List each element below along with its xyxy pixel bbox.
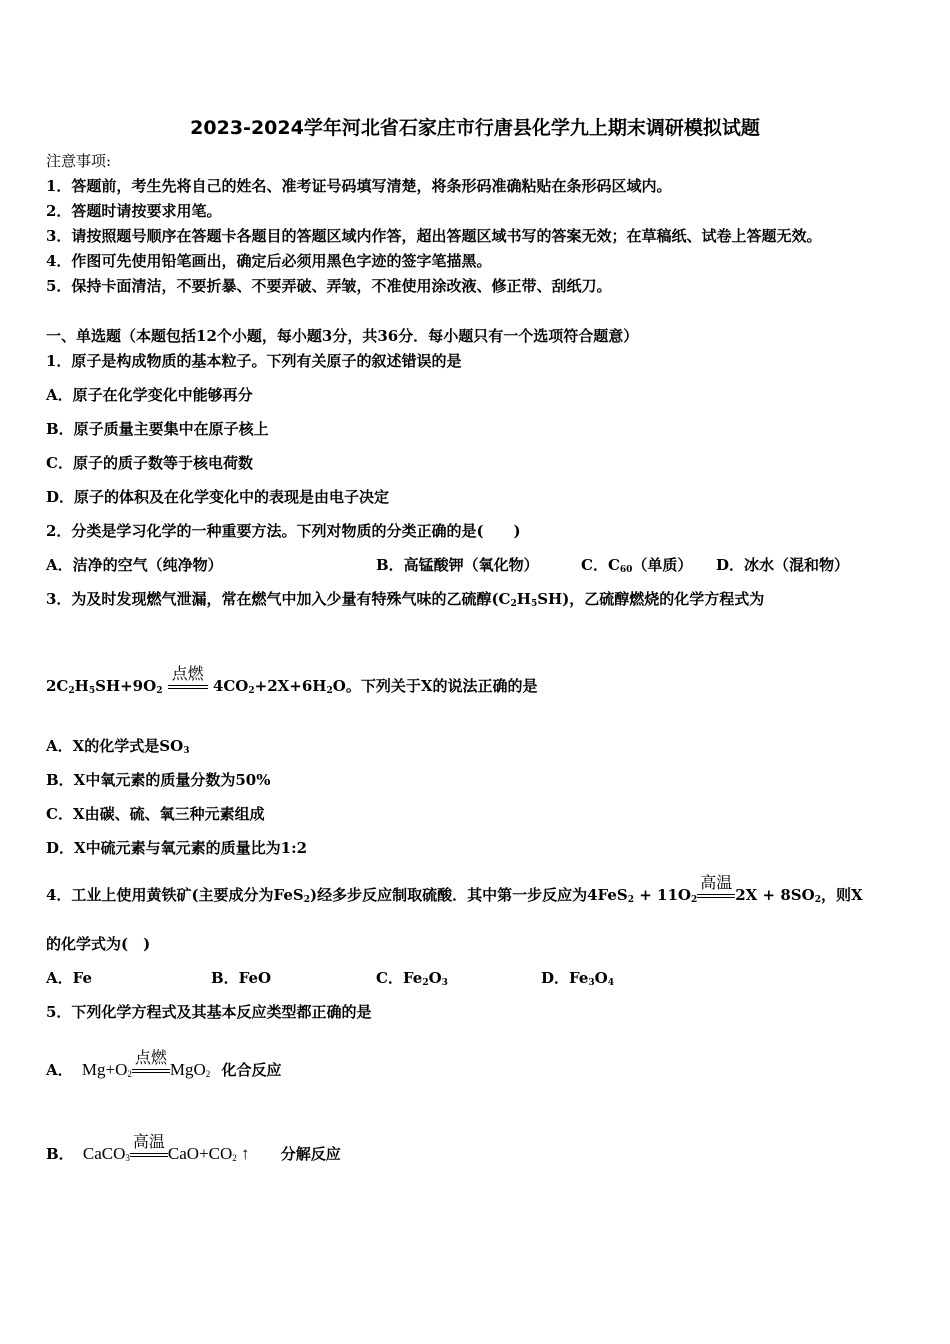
notice-item-2: 2．答题时请按要求用笔。 [46, 202, 222, 220]
question-3-option-a: A．X的化学式是$SO_3$ [46, 737, 190, 756]
question-1-option-a: A．原子在化学变化中能够再分 [46, 386, 253, 404]
condition-ignite: 点燃 [171, 664, 204, 683]
question-1-option-c: C．原子的质子数等于核电荷数 [46, 454, 253, 472]
section-heading: 一、单选题（本题包括12个小题，每小题3分，共36分．每小题只有一个选项符合题意） [46, 327, 639, 345]
question-1-option-d: D．原子的体积及在化学变化中的表现是由电子决定 [46, 488, 390, 506]
notice-heading: 注意事项: [46, 152, 112, 170]
question-4-stem: 4．工业上使用黄铁矿(主要成分为FeS$_2$)经多步反应制取硫酸．其中第一步反应为$4FeS_2 + 11O_2$ 高温 $2X + 8SO_2$，则X [46, 873, 863, 905]
notice-item-3: 3．请按照题号顺序在答题卡各题目的答题区域内作答，超出答题区域书写的答案无效；在草稿纸、试卷上答题无效。 [46, 227, 822, 245]
condition-high-temp-b: 高温 [132, 1132, 165, 1151]
question-2-option-b: B．高锰酸钾（氧化物） [376, 556, 539, 574]
question-4-option-c: C．$Fe_2O_3$ [376, 969, 448, 988]
question-4-option-a: A．Fe [46, 969, 93, 987]
question-5-option-b: B． CaCO$_3$ 高温 $CaO+CO_2$ ↑ 分解反应 [46, 1132, 341, 1163]
question-3-equation: $2C_2H_5SH+9O_2$ 点燃 $4CO_2+2X+6H_2O$。下列关于X的说法正确的是 [46, 664, 538, 696]
question-2-stem: 2．分类是学习化学的一种重要方法。下列对物质的分类正确的是( ) [46, 522, 521, 540]
question-2-option-a: A．洁净的空气（纯净物） [46, 556, 223, 574]
question-5-stem: 5．下列化学方程式及其基本反应类型都正确的是 [46, 1003, 372, 1021]
question-3-option-d: D．X中硫元素与氧元素的质量比为1:2 [46, 839, 308, 857]
question-4-option-d: D．$Fe_3O_4$ [541, 969, 614, 988]
question-3-option-c: C．X由碳、硫、氧三种元素组成 [46, 805, 265, 823]
condition-high-temp: 高温 [700, 873, 733, 892]
question-4-option-b: B．FeO [211, 969, 272, 987]
condition-ignite-a: 点燃 [134, 1048, 167, 1067]
question-3-stem: 3．为及时发现燃气泄漏，常在燃气中加入少量有特殊气味的乙硫醇$(C_2H_5SH)$，乙硫醇燃烧的化学方程式为 [46, 590, 765, 609]
question-4-stem-line2: 的化学式为( ) [46, 935, 151, 953]
question-1-stem: 1．原子是构成物质的基本粒子。下列有关原子的叙述错误的是 [46, 352, 462, 370]
question-5-option-a: A． $Mg+O_2$ 点燃 MgO$_2$ 化合反应 [46, 1048, 282, 1079]
notice-item-5: 5．保持卡面清洁，不要折暴、不要弄破、弄皱，不准使用涂改液、修正带、刮纸刀。 [46, 277, 612, 295]
question-1-option-b: B．原子质量主要集中在原子核上 [46, 420, 269, 438]
page-title: 2023-2024学年河北省石家庄市行唐县化学九上期末调研模拟试题 [190, 117, 760, 139]
question-2-option-c: C．$C_{60}$（单质） [581, 556, 693, 575]
question-2-option-d: D．冰水（混和物） [716, 556, 850, 574]
notice-item-4: 4．作图可先使用铅笔画出，确定后必须用黑色字迹的签字笔描黑。 [46, 252, 492, 270]
question-3-option-b: B．X中氧元素的质量分数为50% [46, 771, 271, 789]
notice-item-1: 1．答题前，考生先将自己的姓名、准考证号码填写清楚，将条形码准确粘贴在条形码区域内。 [46, 177, 672, 195]
